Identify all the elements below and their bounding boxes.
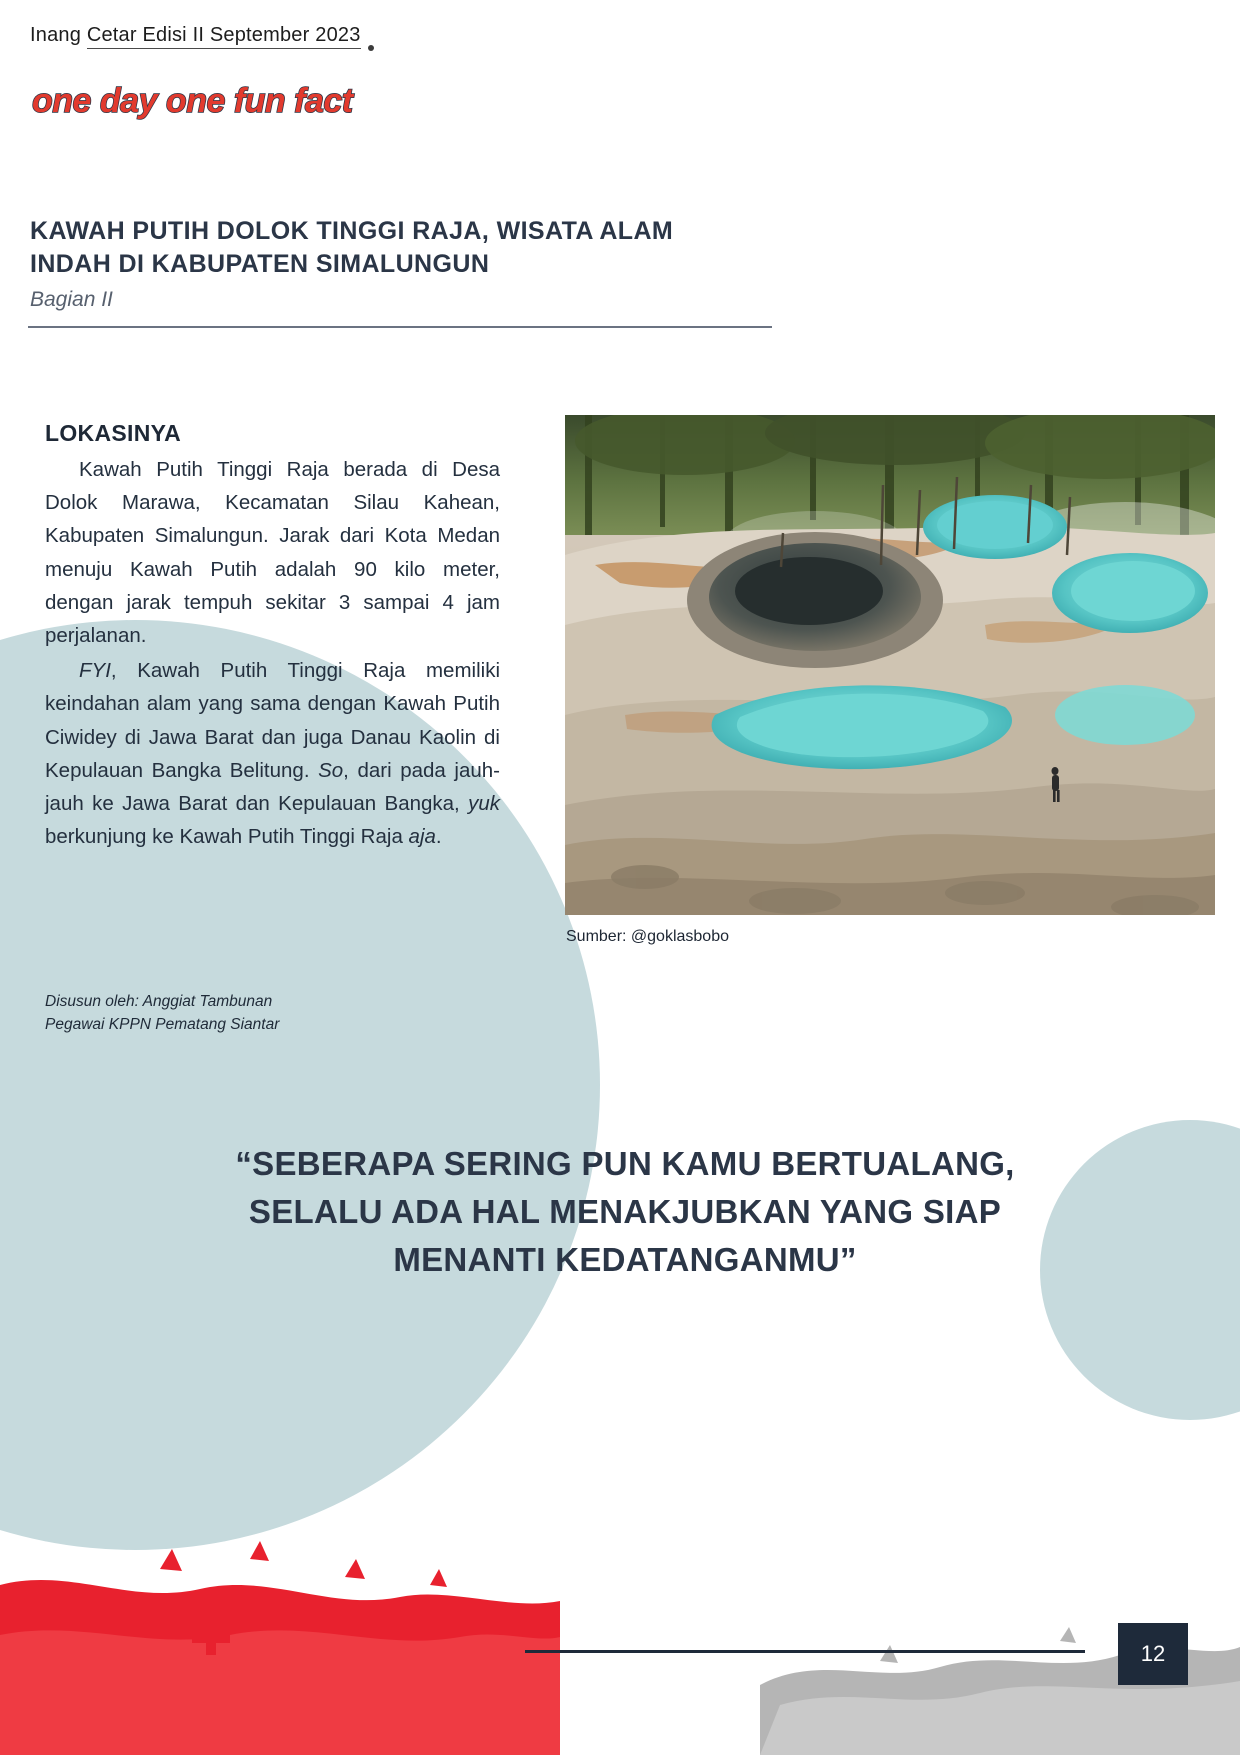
footer-divider <box>525 1650 1085 1653</box>
masthead-dot <box>368 45 374 51</box>
tagline-one-day-one-fun-fact: one day one fun fact <box>32 82 353 120</box>
paragraph-2-seg8: . <box>435 825 442 849</box>
masthead <box>30 24 361 47</box>
paragraph-2-seg2: , Kawah Putih Tinggi Raja memiliki keindahan alam yang sama dengan Kawah Putih Ciwidey di Jawa Barat dan juga Danau Kaolin di Kepulauan Bangka Belitung. <box>45 659 500 782</box>
article-body <box>45 420 500 853</box>
paragraph-1: Kawah Putih Tinggi Raja berada di Desa Dolok Marawa, Kecamatan Silau Kahean, Kabupaten Simalungun. Jarak dari Kota Medan menuju Kawah Putih adalah 90 kilo meter, dengan jarak tempuh sekitar 3 sampai 4 jam perjalanan. <box>45 458 500 648</box>
paragraph-2-fyi: FYI <box>79 659 111 683</box>
page-subtitle: Bagian II <box>30 288 113 311</box>
section-heading-lokasinya: LOKASINYA <box>45 420 182 446</box>
paragraph-2-seg6: berkunjung ke Kawah Putih Tinggi Raja <box>45 825 409 849</box>
page-number-badge: 12 <box>1118 1623 1188 1685</box>
paragraph-2-seg4: , dari pada jauh-jauh ke Jawa Barat dan Kepulauan Bangka, <box>45 758 500 816</box>
paragraph-2 <box>45 654 500 853</box>
title-divider <box>28 326 772 328</box>
pull-quote: “SEBERAPA SERING PUN KAMU BERTUALANG, SELALU ADA HAL MENAKJUBKAN YANG SIAP MENANTI KEDATANGANMU” <box>235 1145 1015 1279</box>
paragraph-2-aja: aja <box>408 825 436 849</box>
masthead-edition: Cetar Edisi II September 2023 <box>87 24 361 49</box>
page-title: KAWAH PUTIH DOLOK TINGGI RAJA, WISATA ALAM INDAH DI KABUPATEN SIMALUNGUN <box>30 217 674 278</box>
decorative-circle-right <box>1040 1120 1240 1420</box>
author-credit-line-1: Disusun oleh: Anggiat Tambunan <box>45 993 273 1010</box>
author-credit-line-2: Pegawai KPPN Pematang Siantar <box>45 1016 280 1034</box>
author-credit <box>45 990 279 1037</box>
kawah-putih-tinggi-raja-photo <box>565 415 1215 915</box>
photo-caption: Sumber: @goklasbobo <box>566 928 729 945</box>
masthead-prefix: Inang <box>30 24 87 46</box>
paragraph-2-so: So <box>318 758 344 782</box>
paragraph-2-yuk: yuk <box>468 792 500 816</box>
footer-red-brush <box>0 1515 560 1755</box>
article-photo-container <box>565 415 1215 915</box>
